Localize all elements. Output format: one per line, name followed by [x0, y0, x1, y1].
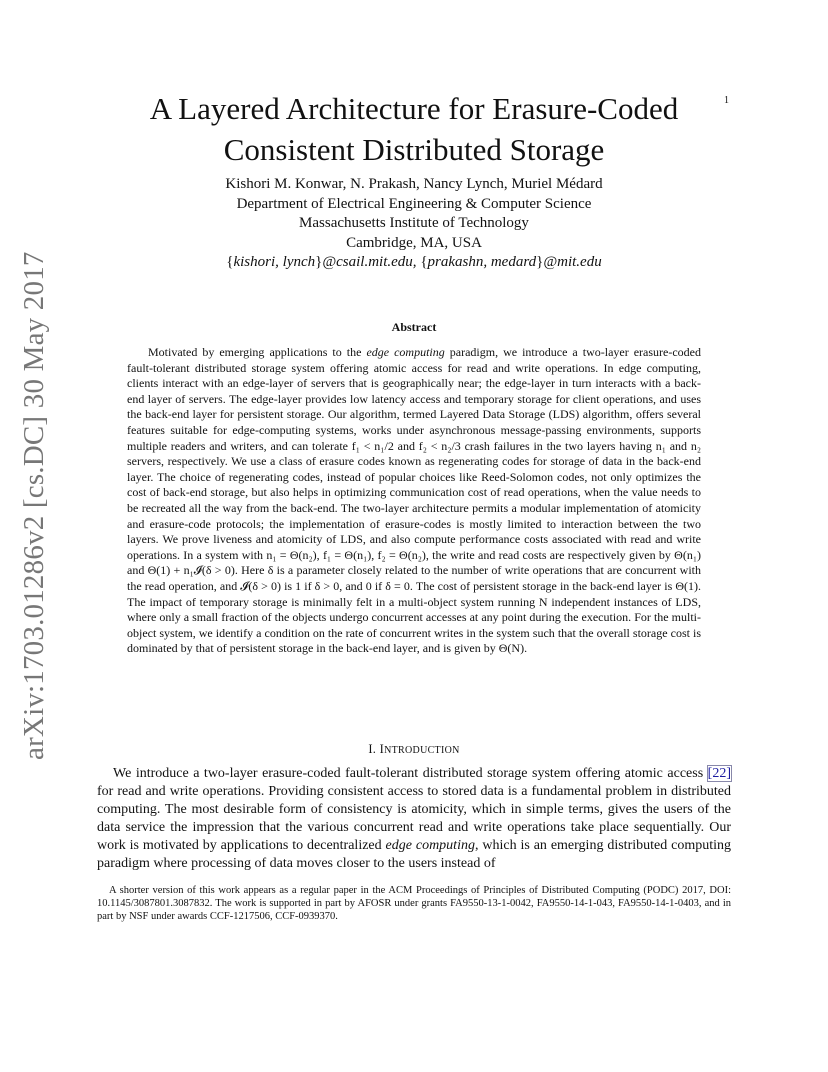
- title-line-2: Consistent Distributed Storage: [223, 132, 605, 167]
- section-title-rest: NTRODUCTION: [384, 745, 460, 756]
- email-domain-1: @csail.mit.edu,: [322, 254, 417, 270]
- intro-text-3: , which is an emerging distributed computing paradigm where processing of data moves closer to the users instead of: [97, 838, 732, 871]
- author-names: Kishori M. Konwar, N. Prakash, Nancy Lynch, Muriel Médard: [225, 176, 603, 192]
- paper-title: [0, 88, 828, 170]
- email-users-1: kishori, lynch: [233, 254, 316, 270]
- page-number: 1: [724, 95, 729, 106]
- section-heading-introduction: [0, 742, 828, 757]
- section-title-initial: I: [379, 742, 385, 756]
- abstract-text-start: Motivated by emerging applications to the: [148, 345, 367, 359]
- abstract-body: [127, 345, 701, 657]
- intro-emphasis: edge computing: [385, 838, 475, 853]
- author-block: [0, 175, 828, 273]
- abstract-paragraph: [127, 345, 701, 657]
- author-department: Department of Electrical Engineering & Computer Science: [236, 195, 592, 212]
- email-users-2: prakashn, medard: [427, 254, 537, 270]
- intro-paragraph: [97, 765, 731, 873]
- footnote: [97, 884, 731, 924]
- citation-link[interactable]: [22]: [707, 766, 731, 781]
- introduction-body: [97, 765, 731, 873]
- section-number: I.: [368, 742, 377, 756]
- footnote-text: A shorter version of this work appears as a regular paper in the ACM Proceedings of Principles of Distributed Computing (PODC) 2017, DOI: 10.1145/3087801.3087832. The work is supported in part by AFOSR under grants FA9550-13-1-0042, FA9550-14-1-043, FA9550-14-1-0403, and in part by NSF under awards CCF-1217506, CCF-0939370.: [97, 885, 731, 923]
- email-domain-2: @mit.edu: [543, 254, 602, 270]
- author-institution: Massachusetts Institute of Technology: [299, 215, 529, 231]
- abstract-text-rest: paradigm, we introduce a two-layer erasure-coded fault-tolerant distributed storage system offering atomic access for read and write operations. In edge computing, clients interact with an edge-layer of servers that is geographically near; the edge-layer in turn interacts with a back-end layer of servers. The edge-layer provides low latency access and temporary storage for client operations, and uses the back-end layer for persistent storage. Our algorithm, termed Layered Data Storage (LDS) algorithm, offers several features suitable for edge-computing systems, works under asynchronous message-passing environments, supports multiple readers and writers, and can tolerate f₁ < n₁/2 and f₂ < n₂/3 crash failures in the two layers having n₁ and n₂ servers, respectively. We use a class of erasure codes known as regenerating codes for storage of data in the back-end layer. The choice of regenerating codes, instead of popular choices like Reed-Solomon codes, not only optimizes the cost of back-end storage, but also helps in optimizing communication cost of read operations, when the value needs to be recreated all the way from the back-end. The two-layer architecture permits a modular implementation of atomicity and erasure-code protocols; the implementation of erasure-codes is mostly limited to interaction between the two layers. We prove liveness and atomicity of LDS, and also compute performance costs associated with read and write operations. In a system with n₁ = Θ(n₂), f₁ = Θ(n₁), f₂ = Θ(n₂), the write and read costs are respectively given by Θ(n₁) and Θ(1) + n₁𝓘(δ > 0). Here δ is a parameter closely related to the number of write operations that are concurrent with the read operation, and 𝓘(δ > 0) is 1 if δ > 0, and 0 if δ = 0. The cost of persistent storage in the back-end layer is Θ(1). The impact of temporary storage is minimally felt in a multi-object system running N independent instances of LDS, where only a small fraction of the objects undergo concurrent accesses at any point during the execution. For the multi-object system, we identify a condition on the rate of concurrent writes in the system such that the overall storage cost is dominated by that of persistent storage in the back-end layer, and is given by Θ(N).: [127, 345, 702, 656]
- arxiv-stamp: arXiv:1703.01286v2 [cs.DC] 30 May 2017: [18, 251, 50, 760]
- author-location: Cambridge, MA, USA: [346, 234, 482, 251]
- author-emails: {kishori, lynch}@csail.mit.edu, {prakashn, medard}@mit.edu: [226, 254, 602, 270]
- abstract-heading: Abstract: [391, 320, 437, 334]
- abstract-emphasis: edge computing: [366, 345, 445, 359]
- intro-text-2: for read and write operations. Providing consistent access to stored data is a fundamental problem in distributed computing. The most desirable form of consistency is atomicity, which in simple terms, gives the users of the data service the impression that the various concurrent read and write operations take place sequentially. Our work is motivated by applications to decentralized: [97, 784, 731, 853]
- title-line-1: A Layered Architecture for Erasure-Coded: [149, 91, 679, 126]
- intro-text-1: We introduce a two-layer erasure-coded fault-tolerant distributed storage system offering atomic access: [113, 766, 708, 781]
